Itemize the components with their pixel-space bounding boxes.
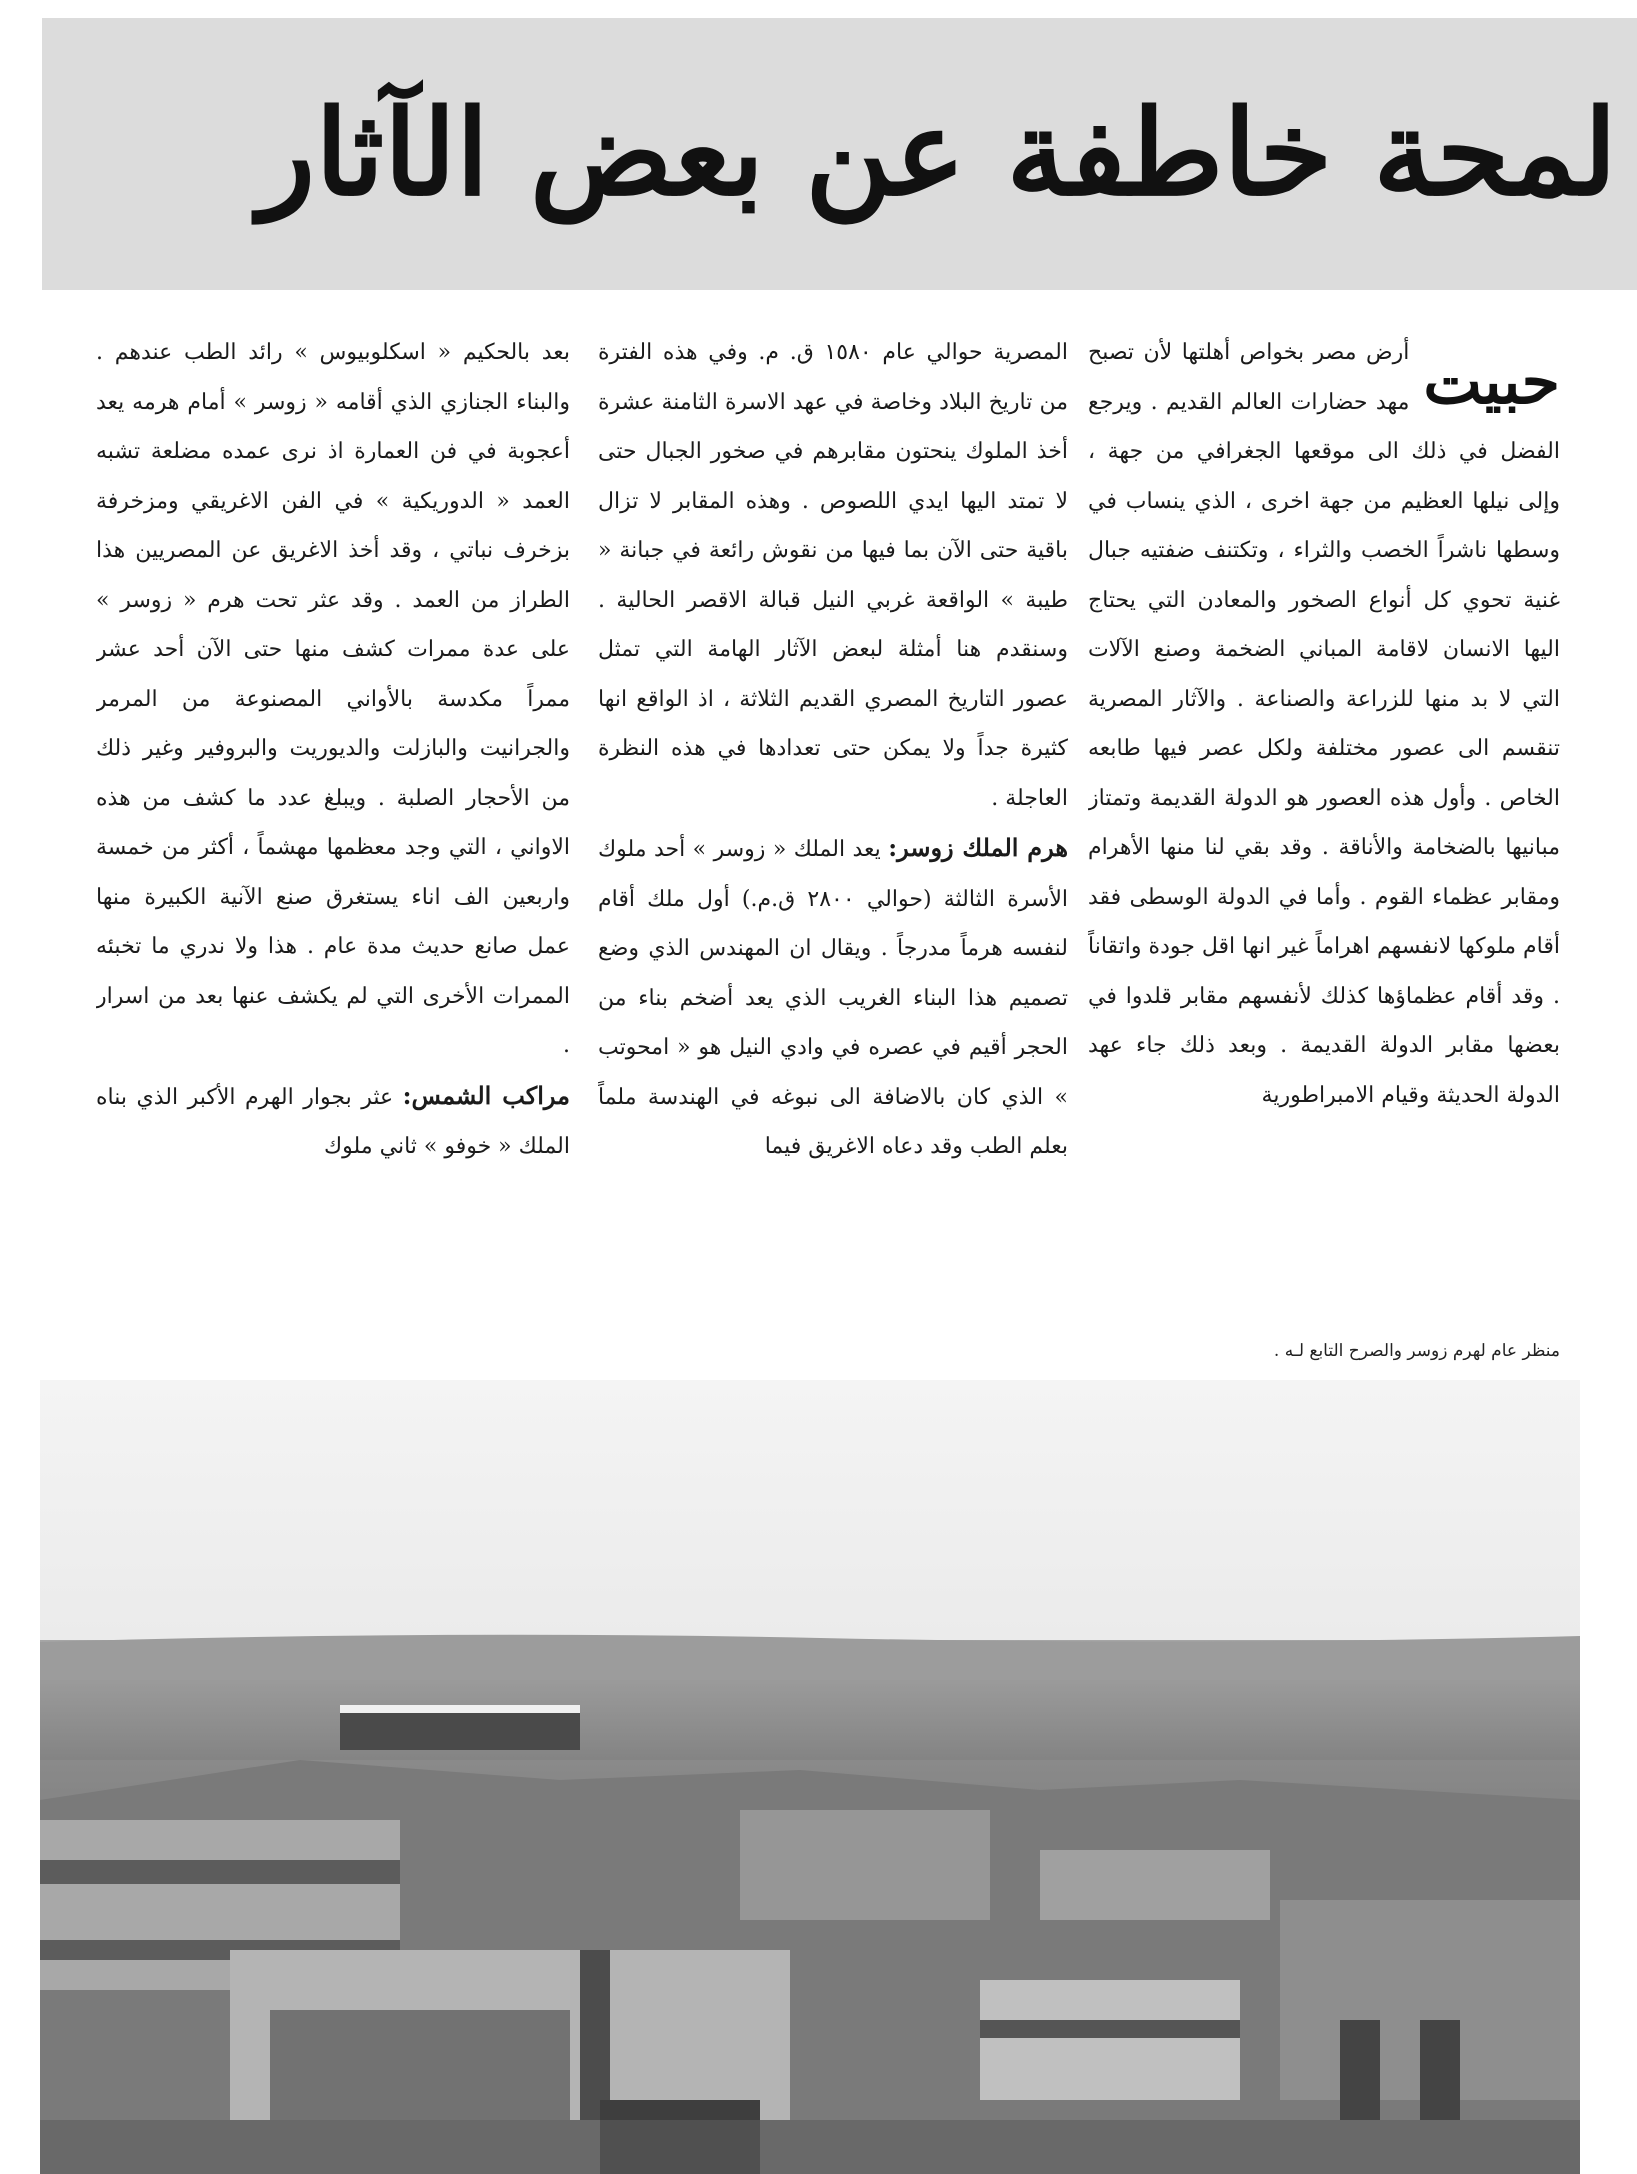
text-column-right: [1088, 328, 1560, 1330]
column-right-text: أرض مصر بخواص أهلتها لأن تصبح مهد حضارات العالم القديم . ويرجع الفضل في ذلك الى موقعها الجغرافي من جهة ، وإلى نيلها العظيم من جهة اخرى ، الذي ينساب في وسطها ناشراً الخصب والثراء ، وتكتنف ضفتيه جبال غنية تحوي كل أنواع الصخور والمعادن التي يحتاج اليها الانسان لاقامة المباني الضخمة وصنع الآلات التي لا بد منها للزراعة والصناعة . والآثار المصرية تنقسم الى عصور مختلفة ولكل عصر فيها طابعه الخاص . وأول هذه العصور هو الدولة القديمة وتمتاز مبانيها بالضخامة والأناقة . وقد بقي لنا منها الأهرام ومقابر عظماء القوم . وأما في الدولة الوسطى فقد أقام ملوكها لانفسهم اهراماً غير انها اقل جودة واتقاناً . وقد أقام عظماؤها كذلك لأنفسهم مقابر قلدوا في بعضها مقابر الدولة القديمة . وبعد ذلك جاء عهد الدولة الحديثة وقيام الامبراطورية: [1088, 340, 1560, 1108]
section-heading-zoser: هرم الملك زوسر:: [888, 833, 1068, 862]
page-title: لمحة خاطفة عن بعض الآثار: [258, 83, 1617, 222]
section-heading-sun-boats: مراكب الشمس:: [402, 1080, 570, 1110]
column-middle-body: يعد الملك « زوسر » أحد ملوك الأسرة الثالثة (حوالي ٢٨٠٠ ق.م.) أول ملك أقام لنفسه هرماً مدرجاً . ويقال ان المهندس الذي وضع تصميم هذا البناء الغريب الذي يعد أضخم بناء من الحجر أقيم في عصره في وادي النيل هو « امحوتب » الذي كان بالاضافة الى نبوغه في الهندسة ملماً بعلم الطب وقد دعاه الاغريق فيما: [598, 837, 1068, 1159]
drop-word: حبيت: [1423, 345, 1560, 418]
column-left-tail: عثر بجوار الهرم الأكبر الذي بناه الملك « خوفو » ثاني ملوك: [96, 1084, 570, 1159]
archaeological-site-photo: [40, 1380, 1580, 2174]
text-column-left: [96, 328, 570, 1330]
text-column-middle: [598, 328, 1068, 1330]
title-banner: [42, 18, 1637, 290]
column-middle-intro: المصرية حوالي عام ١٥٨٠ ق. م. وفي هذه الفترة من تاريخ البلاد وخاصة في عهد الاسرة الثامنة عشرة أخذ الملوك ينحتون مقابرهم في صخور الجبال حتى لا تمتد اليها ايدي اللصوص . وهذه المقابر لا تزال باقية حتى الآن بما فيها من نقوش رائعة في جبانة « طيبة » الواقعة غربي النيل قبالة الاقصر الحالية . وسنقدم هنا أمثلة لبعض الآثار الهامة التي تمثل عصور التاريخ المصري القديم الثلاثة ، اذ الواقع انها كثيرة جداً ولا يمكن حتى تعدادها في هذه النظرة العاجلة .: [598, 340, 1068, 811]
site-photo-graphic: [40, 1380, 1580, 2174]
photo-caption: منظر عام لهرم زوسر والصرح التابع لـه .: [1273, 1341, 1560, 1361]
column-left-body: بعد بالحكيم « اسكلوبيوس » رائد الطب عندهم . والبناء الجنازي الذي أقامه « زوسر » أمام هرمه يعد أعجوبة في فن العمارة اذ نرى عمده مضلعة تشبه العمد « الدوريكية » في الفن الاغريقي ومزخرفة بزخرف نباتي ، وقد أخذ الاغريق عن المصريين هذا الطراز من العمد . وقد عثر تحت هرم « زوسر » على عدة ممرات كشف منها حتى الآن أحد عشر ممراً مكدسة بالأواني المصنوعة من المرمر والجرانيت والبازلت والديوريت والبروفير وغير ذلك من الأحجار الصلبة . ويبلغ عدد ما كشف من هذه الاواني ، التي وجد معظمها مهشماً ، أكثر من خمسة واربعين الف اناء يستغرق صنع الآنية الكبيرة منها عمل صانع حديث مدة عام . هذا ولا ندري ما تخبئه الممرات الأخرى التي لم يكشف عنها بعد من اسرار .: [96, 340, 570, 1058]
